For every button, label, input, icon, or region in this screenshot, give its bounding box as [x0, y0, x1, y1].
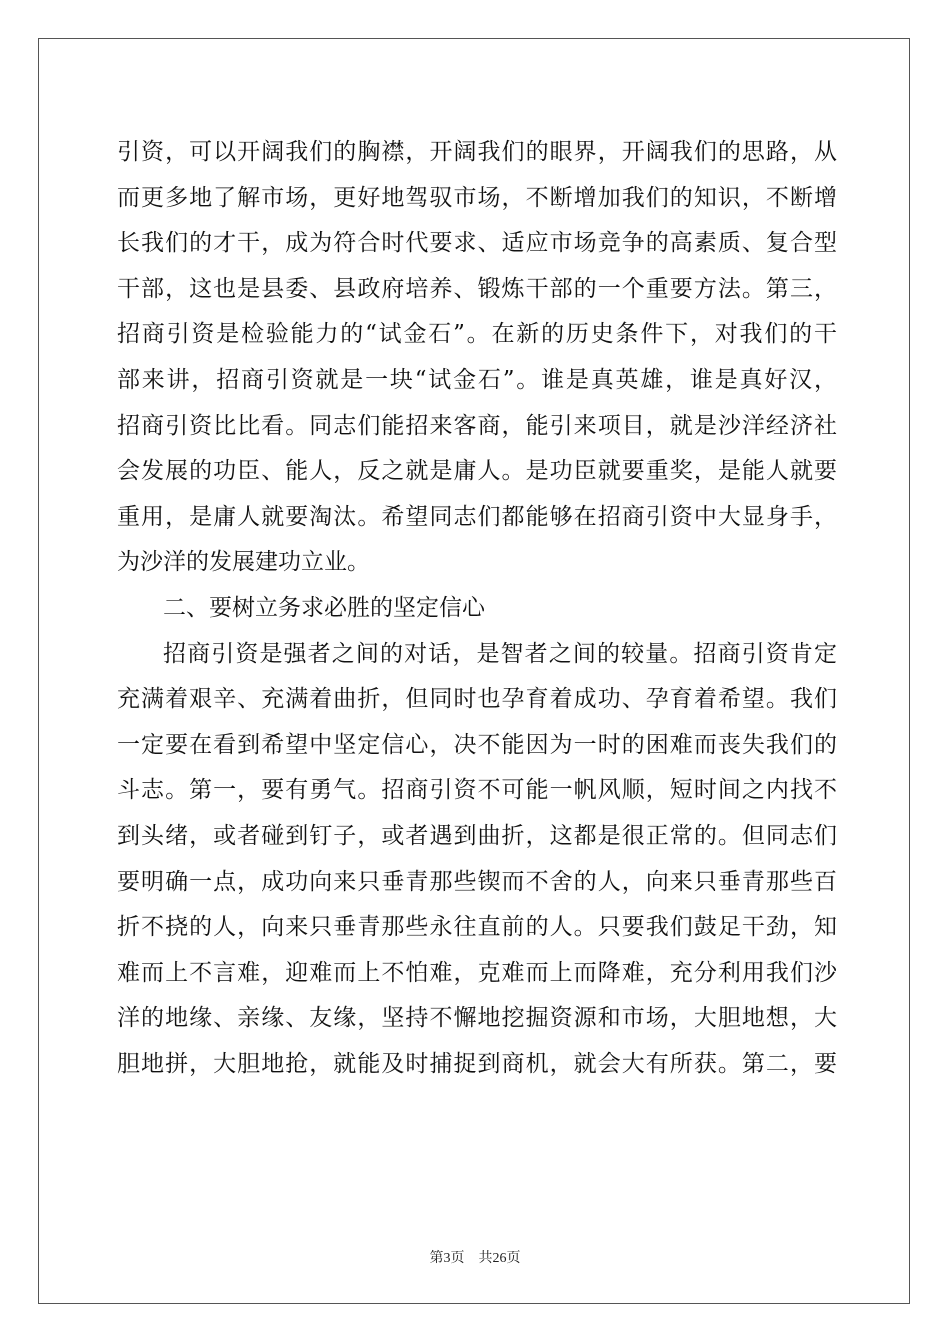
- text-line: 折不挠的人，向来只垂青那些永往直前的人。只要我们鼓足干劲，知: [117, 914, 837, 941]
- document-body: [117, 130, 837, 1087]
- text-line: 一定要在看到希望中坚定信心，决不能因为一时的困难而丧失我们的: [117, 731, 837, 758]
- text-line: 充满着艰辛、充满着曲折，但同时也孕育着成功、孕育着希望。我们: [117, 686, 837, 713]
- text-line: 招商引资是强者之间的对话，是智者之间的较量。招商引资肯定: [163, 640, 837, 667]
- text-line: 为沙洋的发展建功立业。: [117, 549, 370, 576]
- text-line: 部来讲，招商引资就是一块“试金石”。谁是真英雄，谁是真好汉，: [117, 366, 837, 393]
- text-line: 重用，是庸人就要淘汰。希望同志们都能够在招商引资中大显身手，: [117, 503, 837, 530]
- text-line: 招商引资是检验能力的“试金石”。在新的历史条件下，对我们的干: [117, 321, 837, 348]
- section-heading: 二、要树立务求必胜的坚定信心: [163, 594, 485, 621]
- text-line: 洋的地缘、亲缘、友缘，坚持不懈地挖掘资源和市场，大胆地想，大: [117, 1005, 837, 1032]
- page-footer: [0, 1247, 950, 1267]
- page-number: 第3页 共26页: [429, 1251, 521, 1266]
- text-line: 要明确一点，成功向来只垂青那些锲而不舍的人，向来只垂青那些百: [117, 868, 837, 895]
- text-line: 胆地拼，大胆地抢，就能及时捕捉到商机，就会大有所获。第二，要: [117, 1050, 837, 1077]
- text-line: 到头绪，或者碰到钉子，或者遇到曲折，这都是很正常的。但同志们: [117, 822, 837, 849]
- text-line: 斗志。第一，要有勇气。招商引资不可能一帆风顺，短时间之内找不: [117, 777, 837, 804]
- text-line: 引资，可以开阔我们的胸襟，开阔我们的眼界，开阔我们的思路，从: [117, 139, 837, 165]
- text-line: 长我们的才干，成为符合时代要求、适应市场竞争的高素质、复合型: [117, 230, 837, 257]
- text-line: 而更多地了解市场，更好地驾驭市场，不断增加我们的知识，不断增: [117, 184, 837, 211]
- text-line: 难而上不言难，迎难而上不怕难，克难而上而降难，充分利用我们沙: [117, 959, 837, 986]
- text-line: 会发展的功臣、能人，反之就是庸人。是功臣就要重奖，是能人就要: [117, 458, 837, 485]
- text-line: 干部，这也是县委、县政府培养、锻炼干部的一个重要方法。第三，: [117, 275, 837, 302]
- text-line: 招商引资比比看。同志们能招来客商，能引来项目，就是沙洋经济社: [117, 412, 837, 439]
